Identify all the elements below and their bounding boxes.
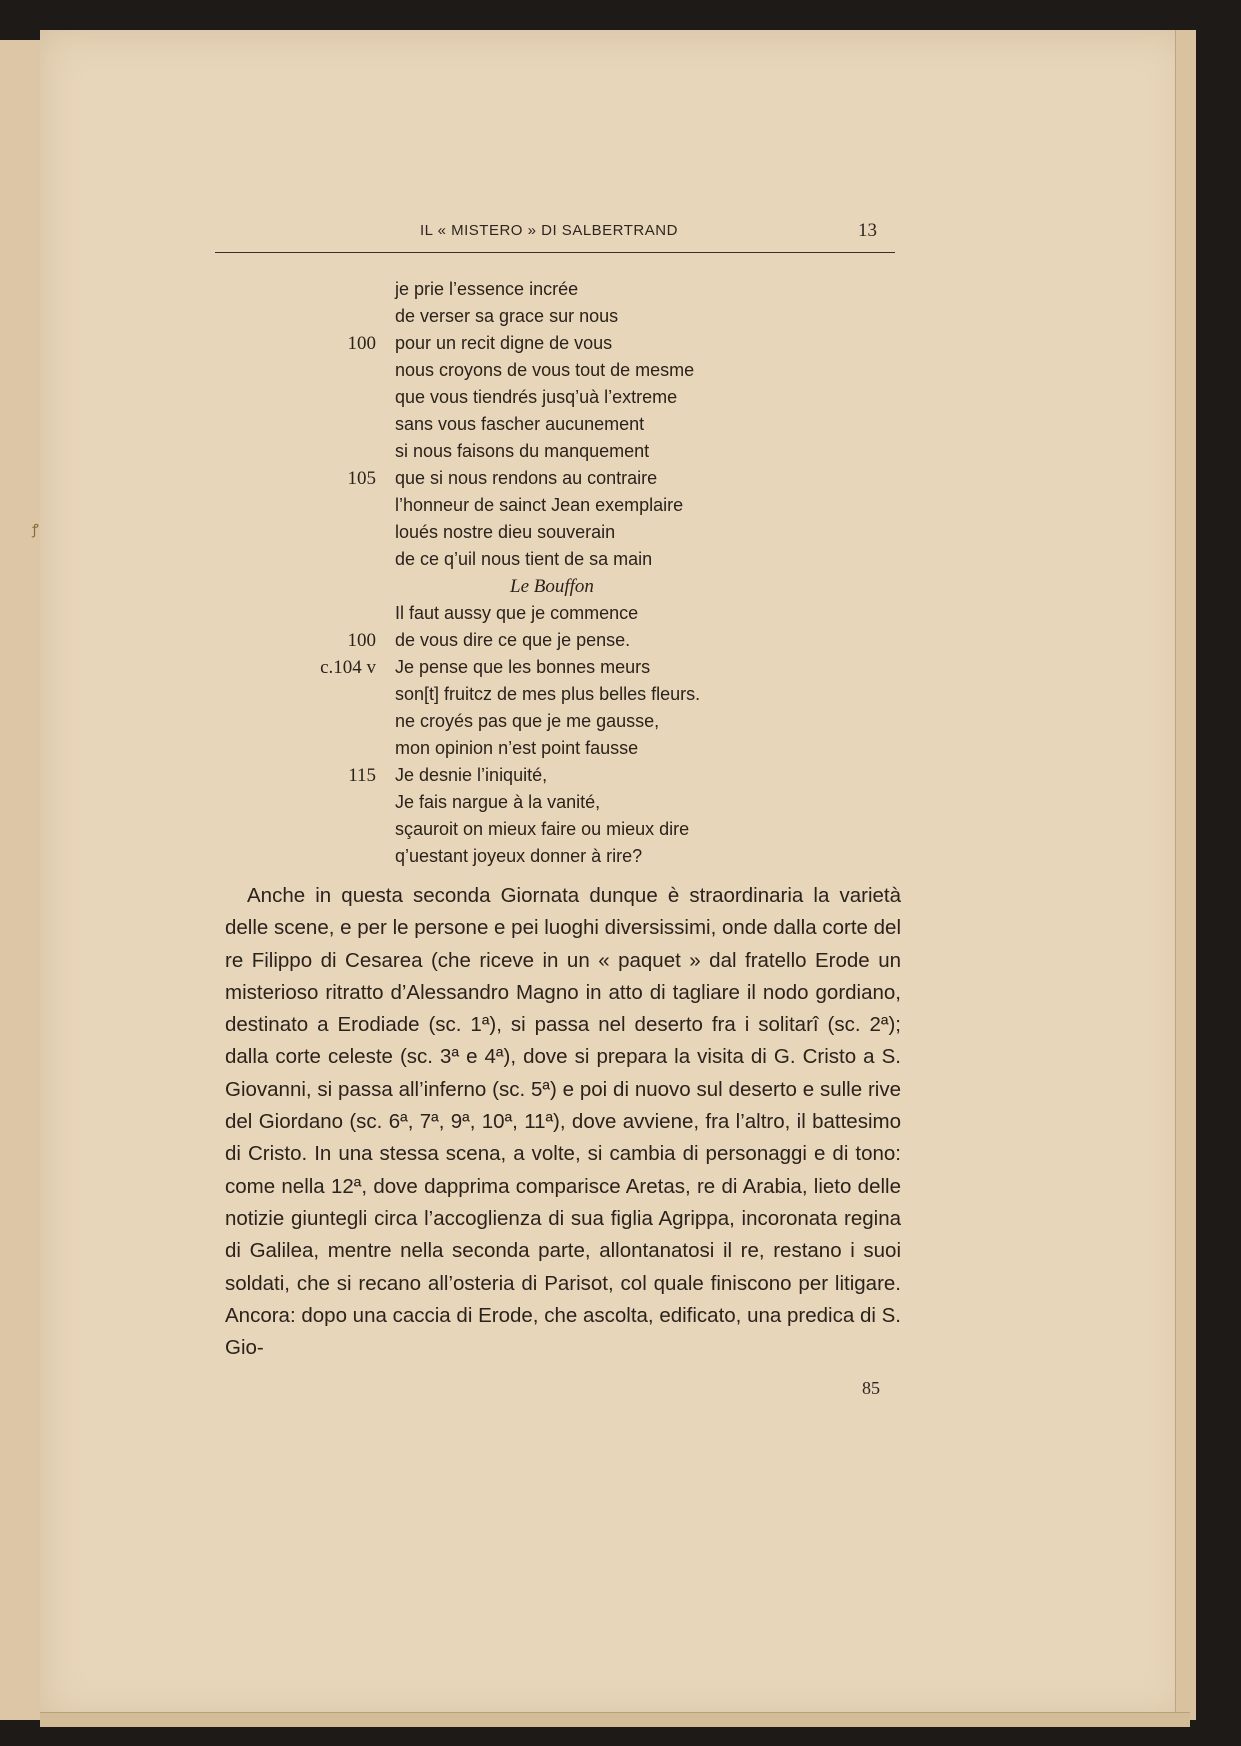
- verse-text: de verser sa grace sur nous: [395, 306, 619, 326]
- verse-text: q’uestant joyeux donner à rire?: [395, 846, 643, 866]
- page-number: 13: [858, 220, 877, 241]
- verse-text: sans vous fascher aucunement: [395, 414, 645, 434]
- verse-line: [0, 330, 1241, 357]
- verse-line: [0, 465, 1241, 492]
- verse-line: [0, 654, 1241, 681]
- line-number: 115: [348, 765, 376, 786]
- verse-text: son[t] fruitcz de mes plus belles fleurs.: [395, 684, 701, 704]
- running-title: IL « MISTERO » DI SALBERTRAND: [420, 222, 678, 239]
- verse-text: Je desnie l’iniquité,: [395, 765, 548, 785]
- verse-text: nous croyons de vous tout de mesme: [395, 360, 695, 380]
- verse-text: l’honneur de sainct Jean exemplaire: [395, 495, 684, 515]
- margin-mark-icon: ꝭ: [32, 522, 39, 538]
- verse-text: Je fais nargue à la vanité,: [395, 792, 601, 812]
- verse-line: [0, 600, 1241, 627]
- speaker-name: Le Bouffon: [510, 576, 594, 597]
- verse-line: [0, 384, 1241, 411]
- verse-line: [0, 357, 1241, 384]
- verse-text: Je pense que les bonnes meurs: [395, 657, 651, 677]
- verse-line: [0, 438, 1241, 465]
- verse-line: [0, 681, 1241, 708]
- verse-line: [0, 735, 1241, 762]
- verse-line: [0, 843, 1241, 870]
- verse-text: que vous tiendrés jusq’uà l’extreme: [395, 387, 678, 407]
- verse-text: loués nostre dieu souverain: [395, 522, 616, 542]
- line-number: 100: [347, 333, 376, 354]
- verse-text: mon opinion n’est point fausse: [395, 738, 639, 758]
- folio-reference: c.104 v: [320, 657, 376, 678]
- verse-line: [0, 762, 1241, 789]
- line-number: 105: [347, 468, 376, 489]
- verse-line: [0, 708, 1241, 735]
- verse-line: [0, 546, 1241, 573]
- verse-line: [0, 789, 1241, 816]
- verse-text: si nous faisons du manquement: [395, 441, 650, 461]
- verse-text: pour un recit digne de vous: [395, 333, 613, 353]
- body-paragraph-block: [225, 880, 901, 1364]
- folio-number: 85: [862, 1378, 880, 1398]
- verse-text: ne croyés pas que je me gausse,: [395, 711, 660, 731]
- verse-line: [0, 411, 1241, 438]
- verse-text: Il faut aussy que je commence: [395, 603, 639, 623]
- running-header: [215, 220, 895, 253]
- speaker-line: [0, 573, 1241, 600]
- page-bottom-edge: [40, 1712, 1190, 1727]
- verse-text: de ce q’uil nous tient de sa main: [395, 549, 653, 569]
- verse-line: [0, 627, 1241, 654]
- verse-text: que si nous rendons au contraire: [395, 468, 658, 488]
- verse-text: sçauroit on mieux faire ou mieux dire: [395, 819, 690, 839]
- verse-line: [0, 276, 1241, 303]
- line-number: 100: [347, 630, 376, 651]
- verse-line: [0, 816, 1241, 843]
- verse-line: [0, 303, 1241, 330]
- verse-line: [0, 519, 1241, 546]
- body-paragraph: Anche in questa seconda Giornata dunque è straordinaria la varietà delle scene, e per le persone e pei luoghi diversissimi, onde dalla corte del re Filippo di Cesarea (che riceve in un « paquet » dal fratello Erode un misterioso ritratto d’Alessandro Magno in atto di tagliare il nodo gordiano, destinato a Erodiade (sc. 1ª), si passa nel deserto fra i solitarî (sc. 2ª); dalla corte celeste (sc. 3ª e 4ª), dove si prepara la visita di G. Cristo a S. Giovanni, si passa all’inferno (sc. 5ª) e poi di nuovo sul deserto e sulle rive del Giordano (sc. 6ª, 7ª, 9ª, 10ª, 11ª), dove avviene, fra l’altro, il battesimo di Cristo. In una stessa scena, a volte, si cambia di personaggi e di tono: come nella 12ª, dove dapprima comparisce Aretas, re di Arabia, lieto delle notizie giuntegli circa l’accoglienza di sua figlia Agrippa, incoronata regina di Galilea, mentre nella seconda parte, allontanatosi il re, restano i suoi soldati, che si recano all’osteria di Parisot, col quale finiscono per litigare. Ancora: dopo una caccia di Erode, che ascolta, edificato, una predica di S. Gio-: [225, 884, 901, 1360]
- verse-text: je prie l’essence incrée: [395, 279, 579, 299]
- verse-text: de vous dire ce que je pense.: [395, 630, 631, 650]
- verse-line: [0, 492, 1241, 519]
